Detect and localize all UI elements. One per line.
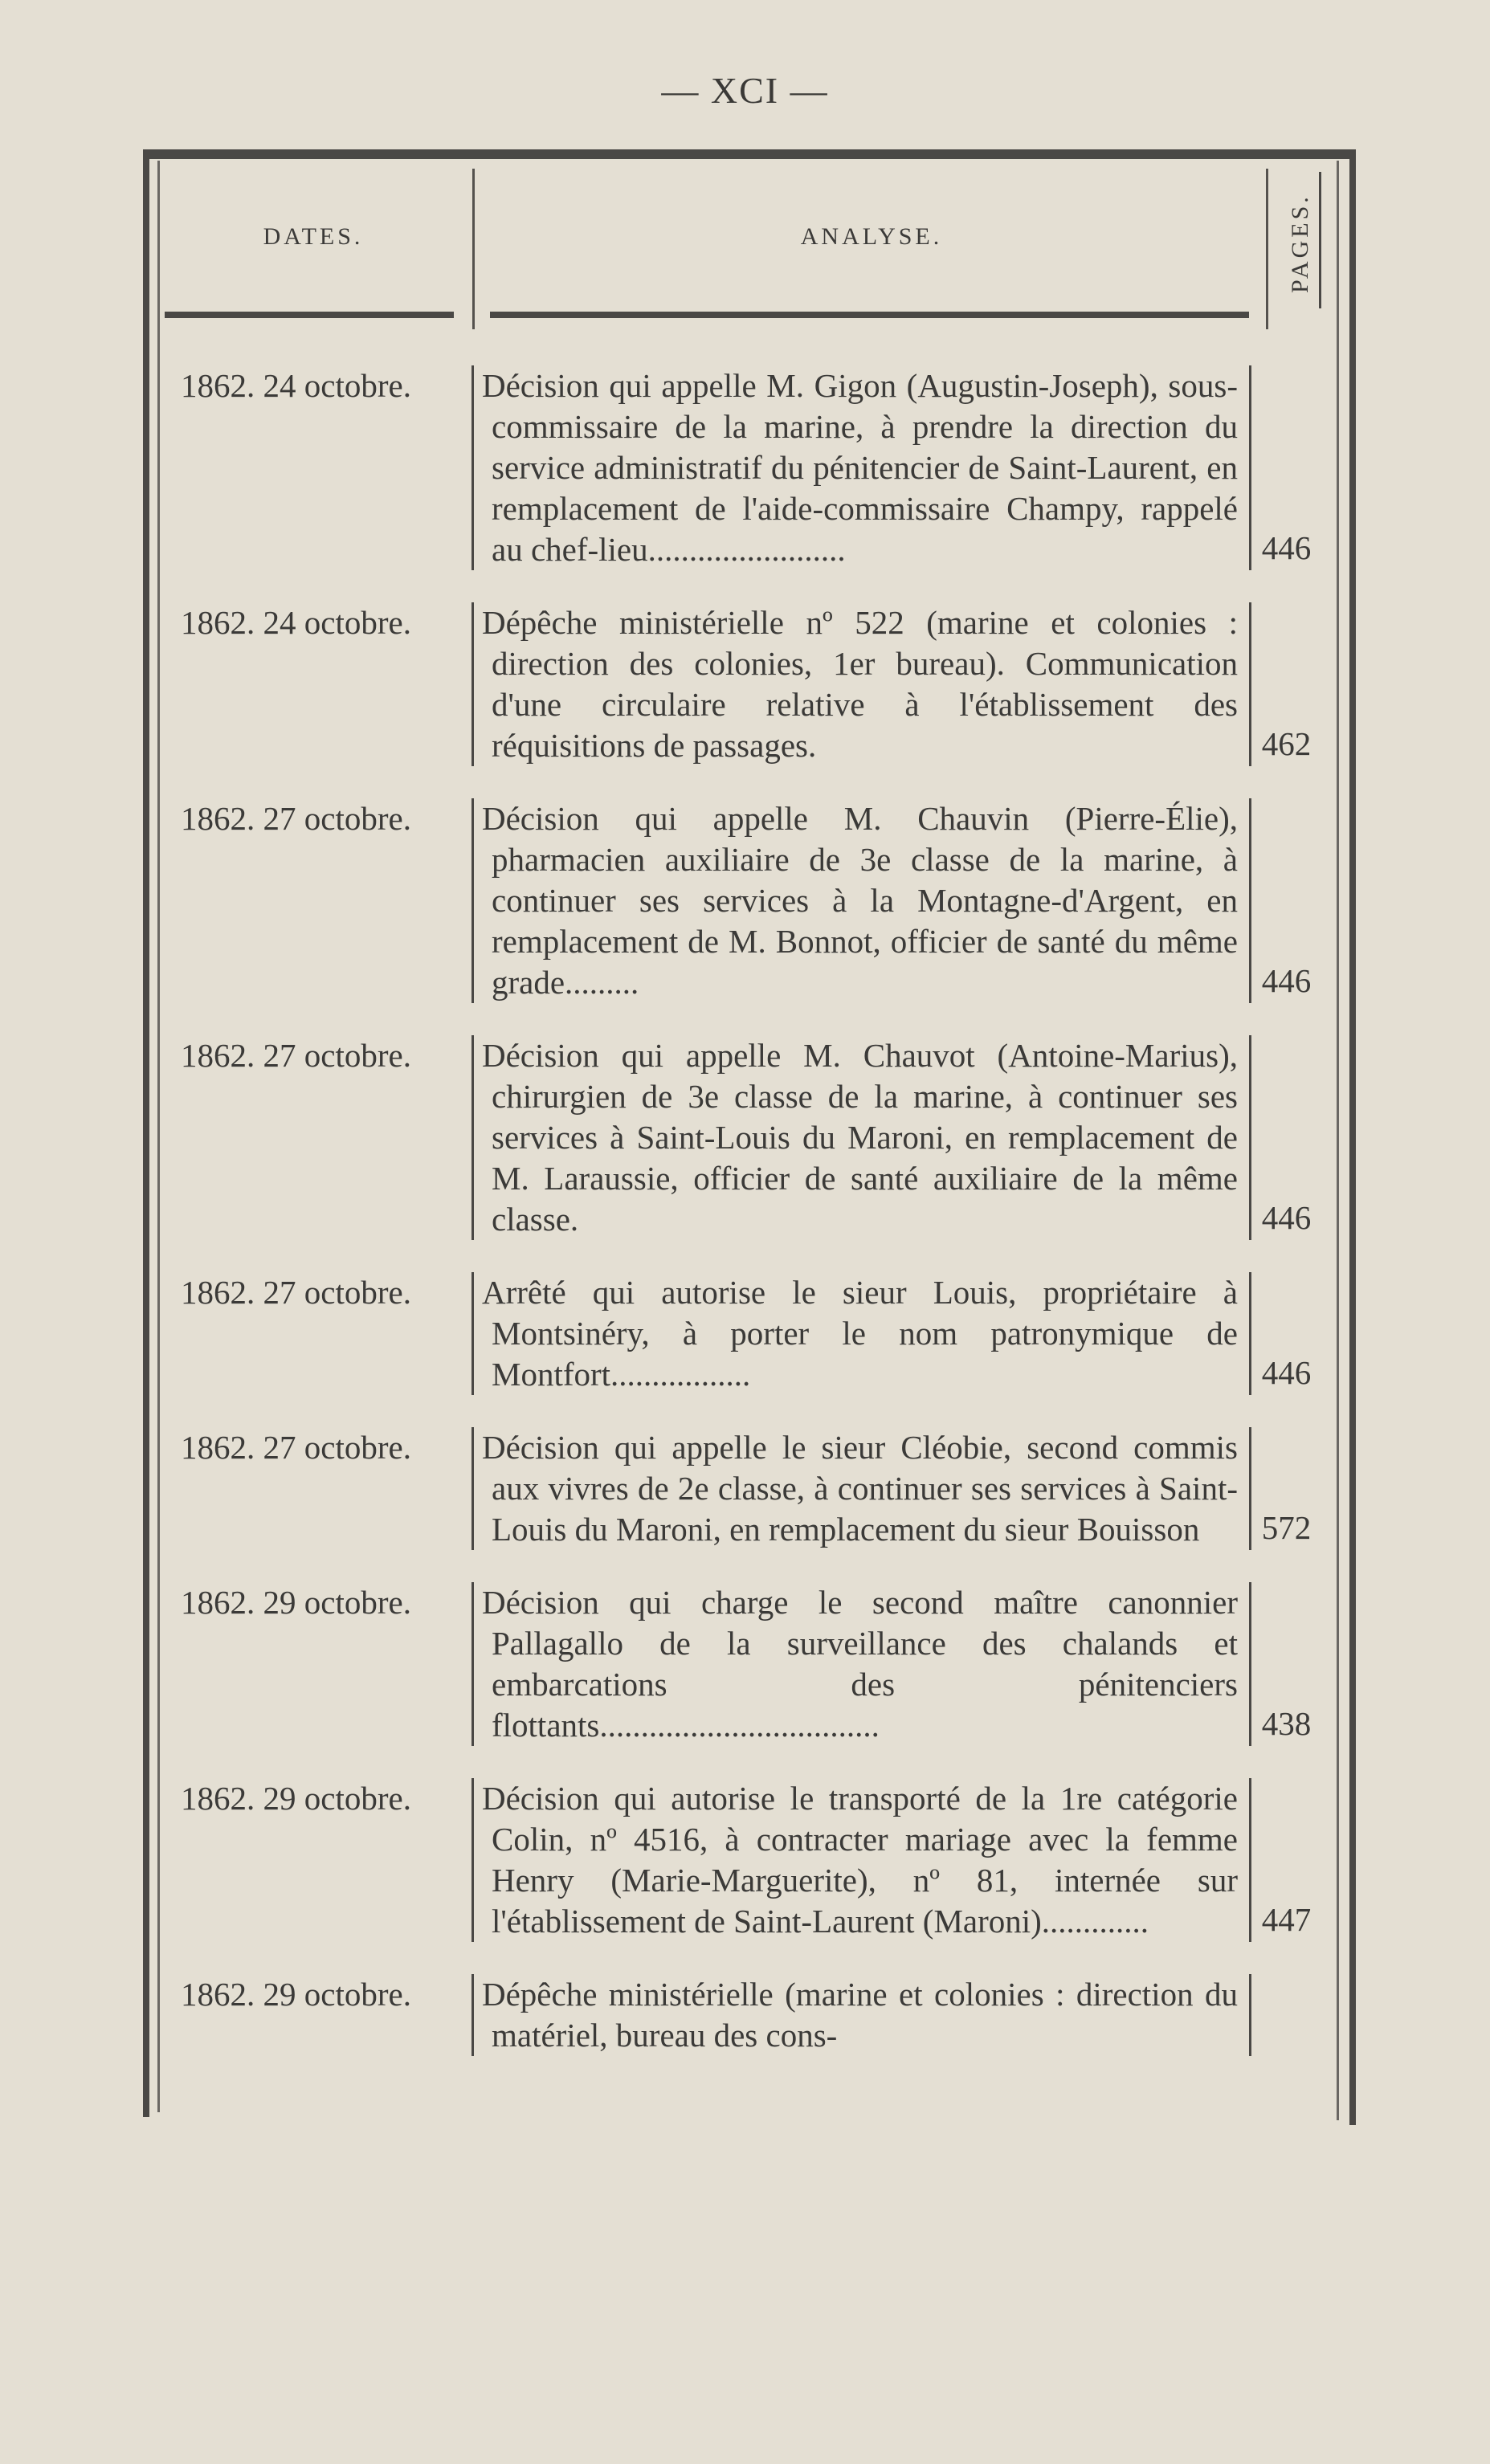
table-row — [165, 602, 1337, 766]
entry-analysis: Décision qui appelle M. Chauvot (Antoine-Marius), chirurgien de 3e classe de la marine, à continuer ses services à Saint-Louis du Maroni, en remplacement de M. Laraussie, officier de santé auxiliaire de la même classe. — [471, 1035, 1249, 1240]
table-row — [165, 1035, 1337, 1240]
header-column-separator — [472, 169, 475, 329]
entry-page: 446 — [1249, 1272, 1321, 1395]
entry-analysis: Décision qui appelle le sieur Cléobie, second commis aux vivres de 2e classe, à continuer ses services à Saint-Louis du Maroni, en remplacement du sieur Bouisson — [471, 1427, 1249, 1550]
entry-date: 1862. 27 octobre. — [181, 800, 411, 837]
entry-date: 1862. 27 octobre. — [181, 1037, 411, 1074]
entry-page: 446 — [1249, 365, 1321, 570]
column-header-analyse: ANALYSE. — [800, 223, 943, 250]
page-number: — XCI — — [661, 70, 829, 111]
table-row — [165, 1974, 1337, 2056]
entry-analysis: Arrêté qui autorise le sieur Louis, propriétaire à Montsinéry, à porter le nom patronymique de Montfort................. — [471, 1272, 1249, 1395]
top-rule — [143, 149, 1356, 159]
entry-analysis: Dépêche ministérielle nº 522 (marine et colonies : direction des colonies, 1er bureau). Communication d'une circulaire relative à l'établissement des réquisitions de passages. — [471, 602, 1249, 766]
table-row — [165, 798, 1337, 1003]
entry-analysis: Décision qui appelle M. Chauvin (Pierre-Élie), pharmacien auxiliaire de 3e classe de la marine, à continuer ses services à la Montagne-d'Argent, en remplacement de M. Bonnot, officier de santé du même grade......... — [471, 798, 1249, 1003]
entry-page — [1249, 1974, 1321, 2056]
entry-page: 447 — [1249, 1778, 1321, 1942]
entry-date: 1862. 24 octobre. — [181, 604, 411, 641]
entry-date: 1862. 29 octobre. — [181, 1780, 411, 1817]
entry-date: 1862. 29 octobre. — [181, 1584, 411, 1621]
entry-date: 1862. 29 octobre. — [181, 1976, 411, 2013]
column-header-pages: PAGES. — [1287, 194, 1313, 293]
outer-left-border — [143, 149, 149, 2117]
table-body — [165, 365, 1337, 2088]
entry-page: 438 — [1249, 1582, 1321, 1746]
entry-date: 1862. 27 octobre. — [181, 1429, 411, 1466]
entry-page: 446 — [1249, 1035, 1321, 1240]
entry-page: 446 — [1249, 798, 1321, 1003]
header-rule — [165, 312, 454, 318]
column-header-dates: DATES. — [263, 223, 364, 250]
header-column-separator — [1266, 169, 1268, 329]
table-row — [165, 1582, 1337, 1746]
entry-date: 1862. 27 octobre. — [181, 1274, 411, 1311]
outer-right-border — [1349, 149, 1356, 2125]
entry-date: 1862. 24 octobre. — [181, 367, 411, 404]
table-row — [165, 1272, 1337, 1395]
entry-analysis: Décision qui autorise le transporté de la 1re catégorie Colin, nº 4516, à contracter mariage avec la femme Henry (Marie-Marguerite), nº 81, internée sur l'établissement de Saint-Laurent (Maroni)............. — [471, 1778, 1249, 1942]
entry-analysis: Dépêche ministérielle (marine et colonies : direction du matériel, bureau des cons- — [471, 1974, 1249, 2056]
table-row — [165, 1778, 1337, 1942]
entry-page: 462 — [1249, 602, 1321, 766]
inner-left-border — [157, 161, 160, 2112]
entry-analysis: Décision qui charge le second maître canonnier Pallagallo de la surveillance des chalands et embarcations des pénitenciers flottants.................................. — [471, 1582, 1249, 1746]
entry-page: 572 — [1249, 1427, 1321, 1550]
header-rule — [490, 312, 1249, 318]
table-row — [165, 1427, 1337, 1550]
entry-analysis: Décision qui appelle M. Gigon (Augustin-Joseph), sous-commissaire de la marine, à prendre la direction du service administratif du pénitencier de Saint-Laurent, en remplacement de l'aide-commissaire Champy, rappelé au chef-lieu........................ — [471, 365, 1249, 570]
table-row — [165, 365, 1337, 570]
